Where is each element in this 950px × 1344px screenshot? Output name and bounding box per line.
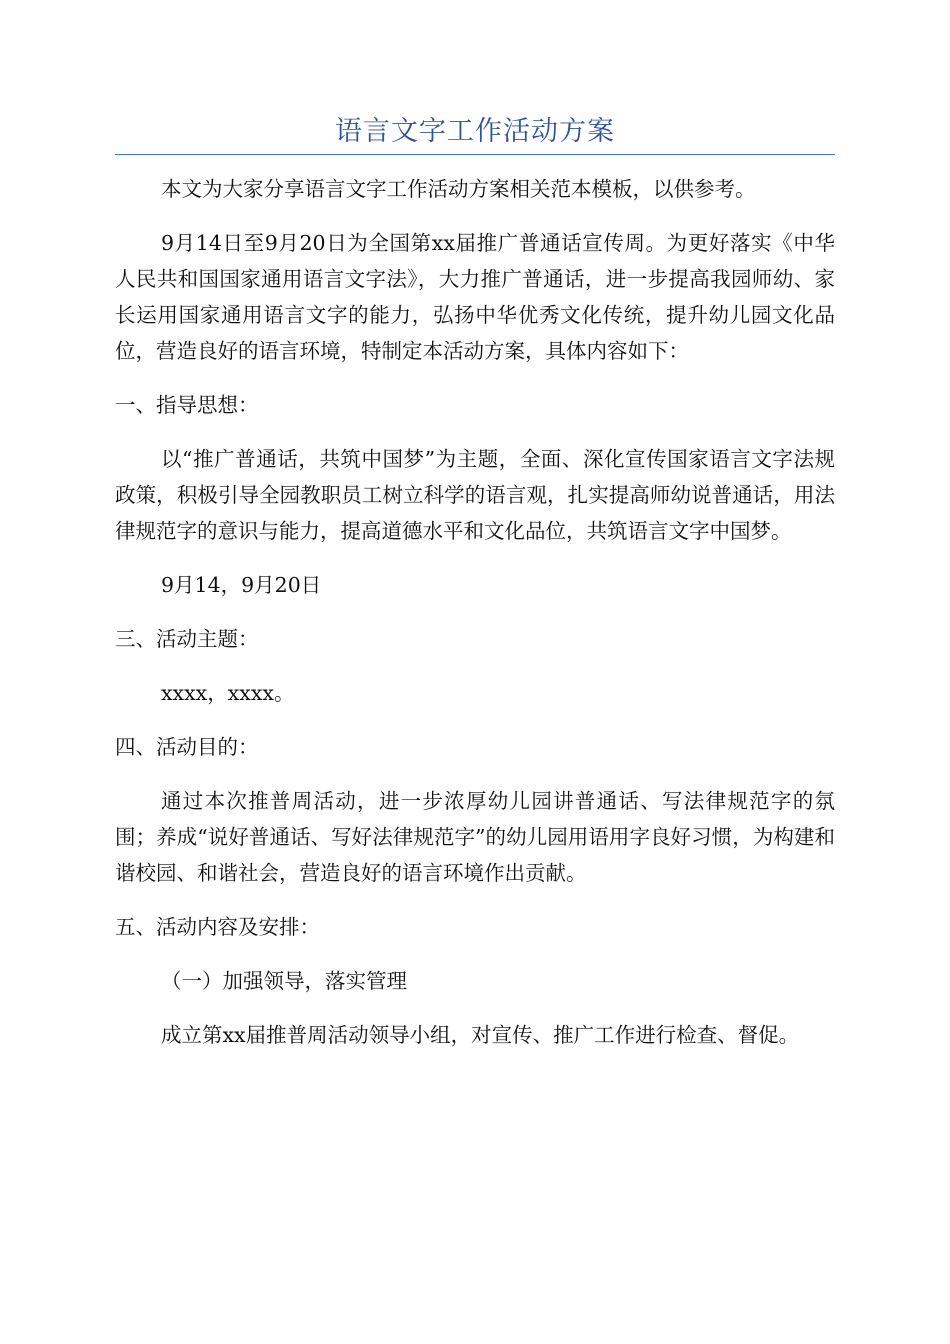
date-paragraph: 9月14，9月20日 [161,573,322,597]
title-underline [115,154,835,155]
section-heading-purpose: 四、活动目的： [115,735,259,759]
purpose-paragraph: 通过本次推普周活动，进一步浓厚幼儿园讲普通话、写法律规范字的氛围；养成“说好普通话、写好法律规范字”的幼儿园用语用字良好习惯，为构建和谐校园、和谐社会，营造良好的语言环境作出贡献。 [115,789,835,885]
section-heading-guiding-idea: 一、指导思想： [115,393,259,417]
intro-paragraph: 本文为大家分享语言文字工作活动方案相关范本模板，以供参考。 [161,177,756,201]
subsection-heading-leadership: （一）加强领导，落实管理 [161,969,407,993]
document-title: 语言文字工作活动方案 [335,116,615,147]
document-body [115,171,835,1053]
guiding-idea-paragraph: 以“推广普通话，共筑中国梦”为主题，全面、深化宣传国家语言文字法规政策，积极引导全园教职员工树立科学的语言观，扎实提高师幼说普通话，用法律规范字的意识与能力，提高道德水平和文化品位，共筑语言文字中国梦。 [115,447,835,543]
section-heading-theme: 三、活动主题： [115,627,259,651]
theme-paragraph: xxxx，xxxx。 [161,681,295,705]
leadership-paragraph: 成立第xx届推普周活动领导小组，对宣传、推广工作进行检查、督促。 [161,1023,800,1047]
background-paragraph: 9月14日至9月20日为全国第xx届推广普通话宣传周。为更好落实《中华人民共和国国家通用语言文字法》，大力推广普通话，进一步提高我园师幼、家长运用国家通用语言文字的能力，弘扬中华优秀文化传统，提升幼儿园文化品位，营造良好的语言环境，特制定本活动方案，具体内容如下： [115,231,835,363]
section-heading-content: 五、活动内容及安排： [115,915,320,939]
